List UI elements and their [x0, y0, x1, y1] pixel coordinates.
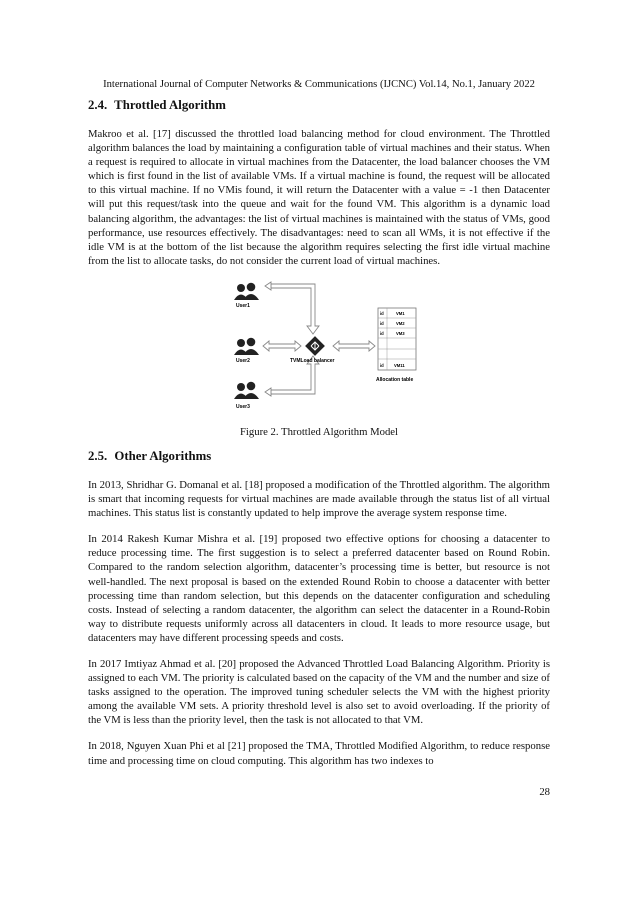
section-title: Throttled Algorithm	[114, 98, 226, 112]
table-id-2: id	[380, 320, 384, 326]
table-id-11: id	[380, 362, 384, 368]
table-vm-3: VM3	[396, 330, 405, 336]
allocation-table	[378, 308, 416, 370]
section-number: 2.4.	[88, 98, 108, 112]
user1-icon	[234, 283, 259, 300]
table-vm-1: VM1	[396, 310, 405, 316]
balancer-label: TVMLoad balancer	[290, 357, 335, 364]
allocation-table-label: Allocation table	[376, 376, 414, 383]
section-title: Other Algorithms	[114, 448, 212, 463]
table-id-3: id	[380, 330, 384, 336]
section-heading-other	[88, 448, 550, 464]
paragraph-domanal: In 2013, Shridhar G. Domanal et al. [18] proposed a modification of the Throttled algorithm. The algorithm is smart that incoming requests for virtual machines are made available through the status list of all virtual machines. This status list is constantly updated to help improve the average system response time.	[88, 478, 550, 520]
paragraph-phi: In 2018, Nguyen Xuan Phi et al [21] proposed the TMA, Throttled Modified Algorithm, to reduce response time and processing time on cloud computing. This algorithm has two indexes to	[88, 740, 550, 767]
figure-throttled-model	[88, 274, 550, 426]
paragraph-ahmad: In 2017 Imtiyaz Ahmad et al. [20] proposed the Advanced Throttled Load Balancing Algorithm. Priority is assigned to each VM. The priority is calculated based on the capacity of the VM and the number and size of tasks assigned to the operation. The improved tuning scheduler selects the VM with the highest priority among the available VM sets. A priority threshold level is also set to avoid overloading. If the priority of the VM is less than the priority level, then the task is not allocated to that VM.	[88, 657, 550, 727]
page-content	[88, 97, 550, 768]
page-number: 28	[539, 786, 550, 798]
user2-icon	[234, 338, 259, 355]
throttled-diagram	[88, 274, 550, 426]
running-header: International Journal of Computer Networks & Communications (IJCNC) Vol.14, No.1, January 2022	[103, 79, 535, 90]
user3-icon	[234, 382, 259, 399]
user2-label: User2	[236, 357, 250, 364]
paragraph-throttled: Makroo et al. [17] discussed the throttled load balancing method for cloud environment. The Throttled algorithm balances the load by maintaining a configuration table of virtual machines and their status. When a request is required to allocate in virtual machines from the Datacenter, the load balancer chooses the VM which is first found in the list of available VMs. If a virtual machine is found, the request will be allocated to this virtual machine. If no VMis found, it will return the Datacenter with a value = -1 then Datacenter will put this request/task into the queue and wait for the found VM. This algorithm is a dynamic load balancing algorithm, the advantages: the list of virtual machines is maintained with the status of VMs, good performance, use resources effectively. The disadvantages: need to scan all WMs, it is not effective if the idle VM is at the bottom of the list because the algorithm requires selecting the first idle virtual machine from the list to allocate tasks, do not consider the current load of virtual machines.	[88, 128, 550, 267]
user3-label: User3	[236, 403, 250, 410]
table-vm-11: VM11	[394, 362, 405, 368]
section-heading-throttled	[88, 97, 550, 113]
paragraph-mishra: In 2014 Rakesh Kumar Mishra et al. [19] proposed two effective options for choosing a datacenter to reduce processing time. The first suggestion is to select a preferred datacenter based on Round Robin. Compared to the random selection algorithm, datacenter’s processing time is better, but resource is not well-handled. The next proposal is based on the extended Round Robin to choose a datacenter with better processing time than random selection, but this depends on the datacenter configuration and scheduling costs. Instead of selecting a random datacenter, the algorithm can select the datacenter in a Round-Robin way to distribute requests uniformly across all datacenters in cloud. It leads to more resource usage, but datacenters may have different processing speeds and costs.	[88, 533, 550, 644]
load-balancer-icon	[305, 336, 325, 356]
table-id-1: id	[380, 310, 384, 316]
section-number: 2.5.	[88, 448, 108, 463]
table-vm-2: VM2	[396, 320, 405, 326]
user1-label: User1	[236, 302, 250, 309]
request-arrows	[263, 282, 375, 396]
figure-caption: Figure 2. Throttled Algorithm Model	[239, 425, 399, 438]
